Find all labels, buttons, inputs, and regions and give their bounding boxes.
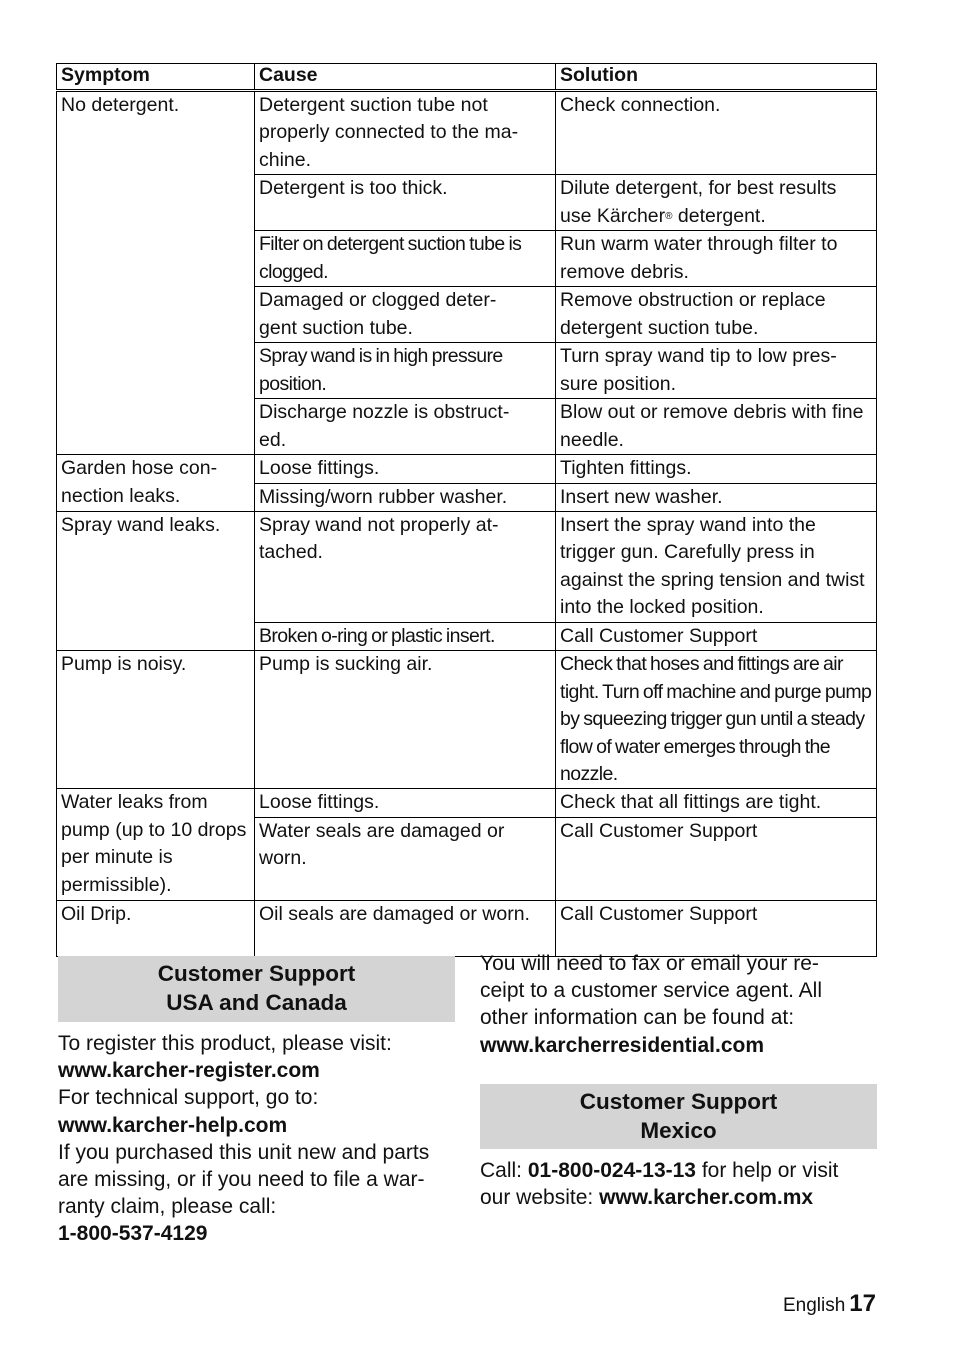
missing-parts-text: ranty claim, please call: xyxy=(58,1195,277,1219)
support-mexico-heading xyxy=(480,1084,877,1149)
cause-cell: Water seals are damaged or worn. xyxy=(255,817,556,900)
page-footer xyxy=(783,1290,876,1318)
table-row xyxy=(57,900,877,956)
website-label: our website: xyxy=(480,1186,600,1210)
symptom-cell: Pump is noisy. xyxy=(57,651,255,789)
receipt-text: other information can be found at: xyxy=(480,1006,795,1030)
registered-mark: ® xyxy=(665,210,673,222)
symptom-cell: Garden hose con- nection leaks. xyxy=(57,455,255,512)
cause-cell: Detergent is too thick. xyxy=(255,175,556,231)
call-label: Call: xyxy=(480,1159,528,1182)
solution-cell: Remove obstruction or replace detergent suction tube. xyxy=(556,287,877,343)
cause-cell: Pump is sucking air. xyxy=(255,651,556,789)
support-mexico-heading-line2: Mexico xyxy=(640,1118,717,1143)
register-text: To register this product, please visit: xyxy=(58,1032,392,1055)
cause-cell: Detergent suction tube not properly connected to the ma- chine. xyxy=(255,91,556,175)
solution-text: Dilute detergent, for best results use Kärcher xyxy=(560,177,837,227)
solution-cell: Check that hoses and fittings are air tight. Turn off machine and purge pump by squeezing trigger gun until a steady flow of water emerges through the nozzle. xyxy=(556,651,877,789)
solution-cell: Blow out or remove debris with fine needle. xyxy=(556,399,877,455)
symptom-cell: Oil Drip. xyxy=(57,900,255,956)
footer-language: English xyxy=(782,1295,846,1316)
solution-cell: Check that all fittings are tight. xyxy=(556,789,877,817)
cause-cell: Loose fittings. xyxy=(255,789,556,817)
solution-cell: Call Customer Support xyxy=(556,900,877,956)
solution-cell: Insert new washer. xyxy=(556,483,877,511)
missing-parts-text: are missing, or if you need to file a war- xyxy=(58,1168,425,1192)
solution-cell: Insert the spray wand into the trigger gun. Carefully press in against the spring tension and twist into the locked position. xyxy=(556,512,877,623)
solution-cell xyxy=(556,175,877,231)
help-text: for help or visit xyxy=(695,1159,839,1182)
cause-cell: Spray wand is in high pressure position. xyxy=(255,343,556,399)
mexico-website-link[interactable]: www.karcher.com.mx xyxy=(599,1186,814,1210)
solution-cell: Run warm water through filter to remove debris. xyxy=(556,231,877,287)
solution-cell: Turn spray wand tip to low pres- sure position. xyxy=(556,343,877,399)
cause-cell: Missing/worn rubber washer. xyxy=(255,483,556,511)
cause-cell: Loose fittings. xyxy=(255,455,556,483)
table-row xyxy=(57,91,877,175)
page-number: 17 xyxy=(849,1290,876,1317)
symptom-cell: No detergent. xyxy=(57,91,255,455)
missing-parts-text: If you purchased this unit new and parts xyxy=(58,1140,430,1164)
register-link[interactable]: www.karcher-register.com xyxy=(58,1059,320,1083)
header-symptom: Symptom xyxy=(57,64,255,91)
support-usa-heading xyxy=(58,956,455,1022)
tech-support-text: For technical support, go to: xyxy=(58,1086,319,1110)
solution-cell: Call Customer Support xyxy=(556,623,877,651)
table-row xyxy=(57,512,877,623)
table-row xyxy=(57,789,877,817)
support-usa-body xyxy=(58,1030,463,1248)
cause-cell: Broken o-ring or plastic insert. xyxy=(255,623,556,651)
header-solution: Solution xyxy=(556,64,877,91)
header-cause: Cause xyxy=(255,64,556,91)
receipt-info xyxy=(480,950,880,1059)
cause-cell: Discharge nozzle is obstruct- ed. xyxy=(255,399,556,455)
mexico-phone: 01-800-024-13-13 xyxy=(527,1159,696,1182)
support-usa-heading-line1: Customer Support xyxy=(157,961,356,986)
cause-cell: Damaged or clogged deter- gent suction tube. xyxy=(255,287,556,343)
cause-cell: Oil seals are damaged or worn. xyxy=(255,900,556,956)
table-header-row xyxy=(57,64,877,91)
support-mexico-heading-line1: Customer Support xyxy=(579,1089,778,1114)
troubleshooting-table xyxy=(56,63,877,957)
solution-cell: Call Customer Support xyxy=(556,817,877,900)
solution-text: detergent. xyxy=(672,204,766,227)
cause-cell: Spray wand not properly at- tached. xyxy=(255,512,556,623)
receipt-text: You will need to fax or email your re- xyxy=(480,952,819,975)
solution-cell: Tighten fittings. xyxy=(556,455,877,483)
support-mexico-body xyxy=(480,1157,880,1211)
symptom-cell: Spray wand leaks. xyxy=(57,512,255,651)
residential-link[interactable]: www.karcherresidential.com xyxy=(480,1033,765,1057)
support-usa-heading-line2: USA and Canada xyxy=(166,990,347,1015)
symptom-cell: Water leaks from pump (up to 10 drops per minute is permissible). xyxy=(57,789,255,900)
support-phone: 1-800-537-4129 xyxy=(58,1222,208,1246)
solution-cell: Check connection. xyxy=(556,91,877,175)
cause-cell: Filter on detergent suction tube is clogged. xyxy=(255,231,556,287)
tech-support-link[interactable]: www.karcher-help.com xyxy=(58,1113,288,1137)
table-row xyxy=(57,651,877,789)
table-row xyxy=(57,455,877,483)
receipt-text: ceipt to a customer service agent. All xyxy=(480,979,822,1003)
